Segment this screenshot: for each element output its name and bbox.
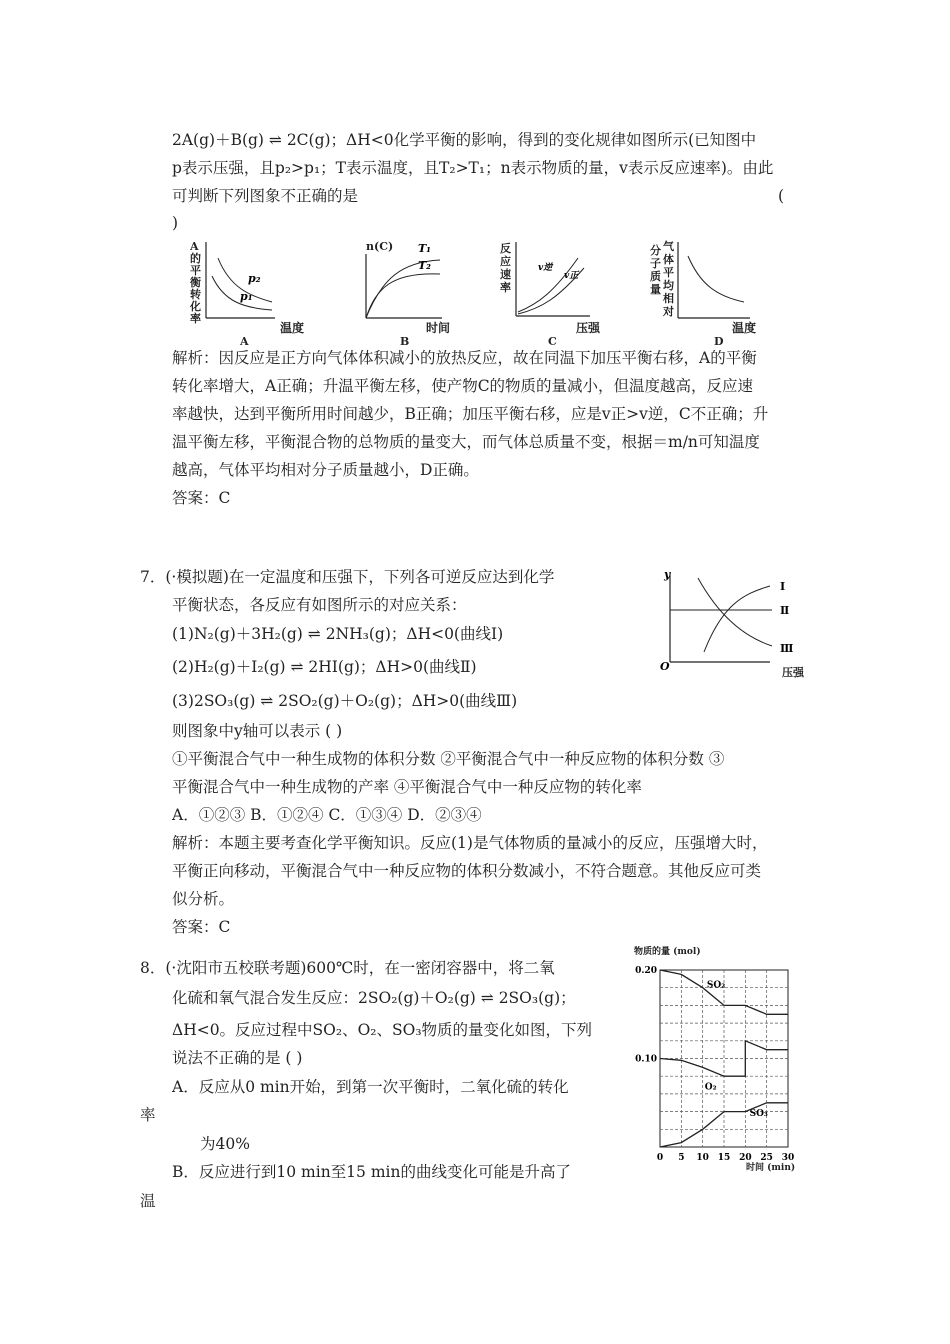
graph-a-ylabel-char: 率	[190, 312, 201, 325]
graph-c-ylabel-char: 率	[500, 281, 511, 294]
graph-a-label-p2: p₂	[248, 272, 261, 285]
q6-graph-b	[352, 238, 462, 348]
q7-curve-iii	[698, 578, 772, 646]
q6-answer-paren-close: )	[172, 214, 179, 232]
q7-graph-xlabel: 压强	[782, 666, 804, 679]
q8-chart-x-tick: 25	[760, 1153, 773, 1163]
q7-line-2: 平衡状态，各反应有如图所示的对应关系：	[172, 596, 467, 614]
q8-chart-grid	[660, 970, 788, 1147]
q8-line-3: ΔH<0。反应过程中SO₂、O₂、SO₃物质的量变化如图，下列	[172, 1021, 593, 1039]
graph-d-ylabel2-char: 平	[663, 266, 674, 279]
q6-answer-paren-open: (	[778, 187, 785, 205]
graph-d-ylabel-char: 分	[650, 244, 661, 257]
q6-stem-line-2: p表示压强，且p₂>p₁；T表示温度，且T₂>T₁；n表示物质的量，v表示反应速率)。由此	[172, 159, 774, 177]
q8-chart-x-tick: 10	[696, 1153, 709, 1163]
graph-a-ylabel-char: 转	[190, 288, 201, 301]
q8-option-a: A．反应从0 min开始，到第一次平衡时，二氧化硫的转化	[172, 1078, 569, 1096]
graph-d-ylabel2-char: 均	[663, 279, 674, 292]
q7-line-8: 平衡混合气中一种生成物的产率 ④平衡混合气中一种反应物的转化率	[172, 778, 642, 796]
q6-analysis-line-4: 温平衡左移，平衡混合物的总物质的量变大，而气体总质量不变，根据＝m/n可知温度	[172, 433, 760, 451]
q8-chart-y-tick: 0.10	[635, 1054, 657, 1065]
graph-d-ylabel2-char: 气	[663, 240, 674, 253]
graph-a-ylabel-char: 平	[190, 264, 201, 277]
graph-c-ylabel-char: 应	[500, 255, 511, 268]
graph-c-label-vzheng: v正	[564, 271, 579, 281]
graph-c-ylabel-char: 速	[500, 268, 511, 281]
q8-chart-y-tick: 0.20	[635, 966, 657, 976]
graph-d-xlabel: 温度	[732, 321, 757, 335]
q7-graph	[652, 566, 812, 682]
q7-options: A．①②③ B．①②④ C．①③④ D．②③④	[172, 806, 482, 824]
graph-c-ylabel	[500, 241, 511, 294]
graph-a-ylabel-char: 衡	[190, 276, 201, 289]
graph-a-ylabel	[190, 240, 201, 325]
q8-option-b: B．反应进行到10 min至15 min的曲线变化可能是升高了	[172, 1163, 571, 1181]
q8-chart-xlabel: 时间 (min)	[746, 1163, 796, 1173]
graph-d-ylabel2-char: 相	[663, 292, 674, 305]
graph-b-label-t2: T₂	[418, 259, 432, 272]
q7-line-7: ①平衡混合气中一种生成物的体积分数 ②平衡混合气中一种反应物的体积分数 ③	[172, 750, 725, 768]
graph-c-ylabel-char: 反	[500, 242, 511, 255]
graph-a-xlabel: 温度	[280, 321, 305, 335]
q8-option-a-wrap: 率	[140, 1106, 156, 1124]
q7-line-1: 7．(·模拟题)在一定温度和压强下，下列各可逆反应达到化学	[140, 568, 555, 586]
q6-graph-d	[648, 238, 768, 348]
q6-answer: 答案：C	[172, 489, 231, 507]
q7-graph-ylabel: y	[664, 568, 671, 581]
q7-line-4: (2)H₂(g)＋I₂(g) ⇌ 2HI(g)；ΔH>0(曲线Ⅱ)	[172, 658, 477, 676]
q6-analysis-line-2: 转化率增大，A正确；升温平衡左移，使产物C的物质的量减小，但温度越高，反应速	[172, 377, 754, 395]
graph-a-caption: A	[240, 335, 249, 348]
graph-d-ylabel-char: 子	[650, 257, 661, 270]
q8-chart-ylabel: 物质的量 (mol)	[634, 947, 701, 957]
graph-d-curve	[688, 256, 744, 302]
q7-analysis-line-3: 似分析。	[172, 890, 235, 908]
q7-analysis-line-2: 平衡正向移动，平衡混合气中一种反应物的体积分数减小，不符合题意。其他反应可类	[172, 862, 762, 880]
graph-d-ylabel2-char: 体	[663, 253, 674, 266]
graph-d-caption: D	[714, 335, 724, 348]
q7-line-6: 则图象中y轴可以表示 ( )	[172, 722, 343, 740]
q6-analysis-line-1: 解析：因反应是正方向气体体积减小的放热反应，故在同温下加压平衡右移，A的平衡	[172, 349, 757, 367]
graph-a-ylabel-char: 的	[190, 252, 201, 265]
q8-chart	[628, 940, 818, 1180]
graph-b-caption: B	[400, 335, 410, 348]
q7-answer: 答案：C	[172, 918, 231, 936]
q6-stem-line-1: 2A(g)＋B(g) ⇌ 2C(g)；ΔH<0化学平衡的影响，得到的变化规律如图所示(已知图中	[172, 131, 757, 149]
q6-analysis-line-3: 率越快，达到平衡所用时间越少，B正确；加压平衡右移，应是v正>v逆，C不正确；升	[172, 405, 769, 423]
q8-chart-x-tick: 0	[656, 1153, 664, 1163]
q8-line-4: 说法不正确的是 ( )	[172, 1049, 303, 1067]
q8-line-1: 8．(·沈阳市五校联考题)600℃时，在一密闭容器中，将二氧	[140, 959, 555, 977]
graph-d-ylabel	[650, 239, 675, 318]
q7-curve-i	[704, 586, 770, 652]
q6-analysis-line-5: 越高，气体平均相对分子质量越小，D正确。	[172, 461, 479, 479]
q7-analysis-line-1: 解析：本题主要考查化学平衡知识。反应(1)是气体物质的量减小的反应，压强增大时，	[172, 834, 768, 852]
graph-c-caption: C	[548, 335, 557, 348]
graph-b-label-t1: T₁	[418, 242, 432, 255]
q8-option-a-cont: 为40%	[200, 1135, 250, 1153]
q7-line-3: (1)N₂(g)＋3H₂(g) ⇌ 2NH₃(g)；ΔH<0(曲线Ⅰ)	[172, 625, 504, 643]
q8-series-label: SO₂	[706, 980, 726, 991]
q7-label-ii: Ⅱ	[780, 604, 790, 617]
q8-series-label: SO₃	[749, 1109, 768, 1120]
graph-a-label-p1: p₁	[240, 290, 253, 303]
q8-chart-ticks	[635, 966, 794, 1163]
graph-b-ylabel: n(C)	[366, 240, 394, 253]
graph-d-ylabel-char: 质	[650, 270, 661, 283]
q8-chart-x-tick: 30	[781, 1153, 795, 1163]
q8-chart-x-tick: 20	[739, 1153, 752, 1163]
q8-series-label: O₂	[704, 1082, 717, 1093]
graph-b-xlabel: 时间	[426, 321, 451, 335]
q8-line-2: 化硫和氧气混合发生反应：2SO₂(g)＋O₂(g) ⇌ 2SO₃(g)；	[172, 989, 576, 1007]
graph-a-ylabel-char: A	[190, 240, 199, 253]
q6-graph-a	[190, 238, 310, 348]
graph-c-label-vni: v逆	[538, 263, 553, 273]
graph-d-ylabel-char: 量	[650, 283, 661, 296]
q8-chart-x-tick: 15	[717, 1153, 731, 1163]
q7-line-5: (3)2SO₃(g) ⇌ 2SO₂(g)＋O₂(g)；ΔH>0(曲线Ⅲ)	[172, 692, 518, 710]
q8-chart-x-tick: 5	[678, 1153, 685, 1163]
q6-graph-c	[498, 238, 618, 348]
q7-graph-origin: O	[660, 660, 670, 673]
q7-label-i: Ⅰ	[780, 580, 786, 593]
graph-a-ylabel-char: 化	[190, 300, 201, 313]
graph-d-ylabel2-char: 对	[663, 305, 674, 318]
graph-c-xlabel: 压强	[576, 321, 601, 335]
q7-label-iii: Ⅲ	[780, 642, 794, 655]
q8-option-b-wrap: 温	[140, 1192, 156, 1210]
q6-stem-line-3: 可判断下列图象不正确的是	[172, 187, 359, 205]
